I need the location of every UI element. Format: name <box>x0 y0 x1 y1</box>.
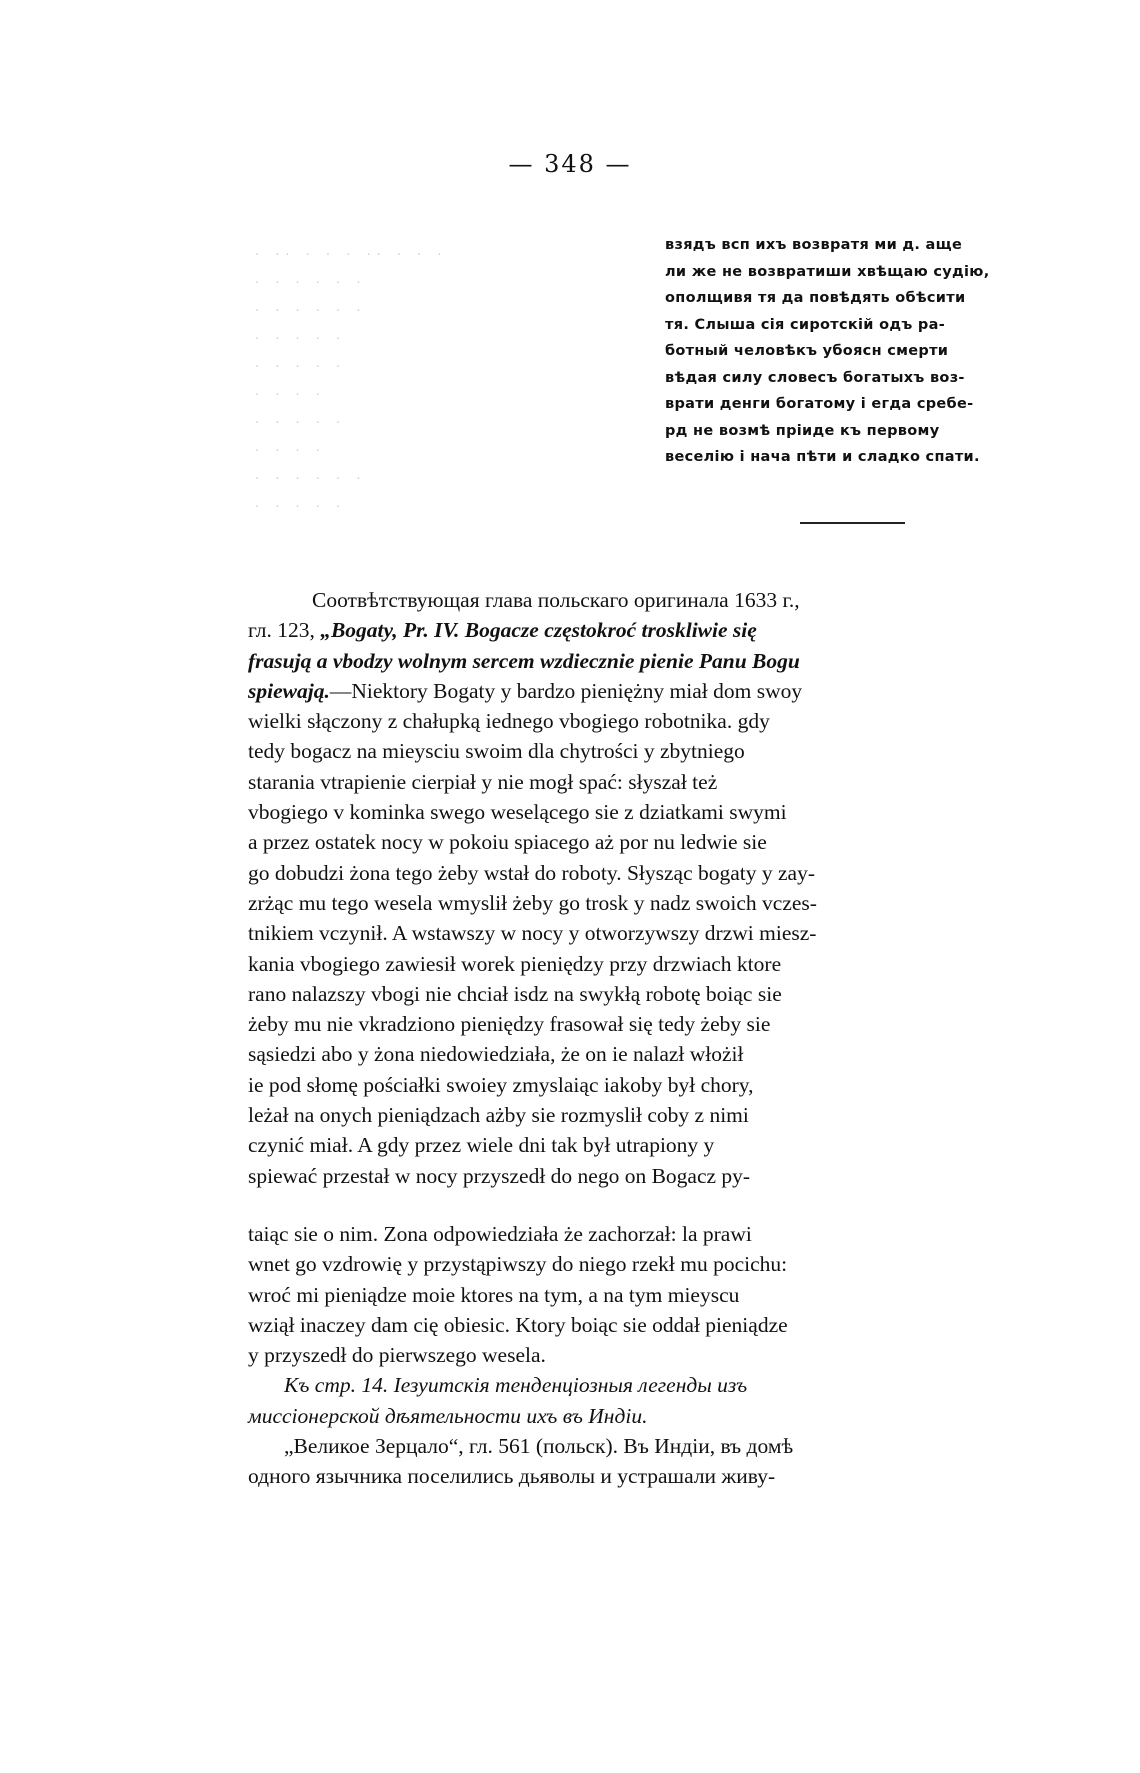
text-line: taiąc sie o nim. Zona odpowiedziała że zachorzał: la prawi <box>248 1221 752 1246</box>
text-line: tedy bogacz na mieysciu swoim dla chytrości y zbytniego <box>248 739 745 764</box>
quote-line: ботный человѣкъ убоясн смерти <box>665 343 949 359</box>
quote-line: рд не возмѣ пріиде къ первому <box>665 422 940 439</box>
quote-line: ли же не возвратиши хвѣщаю судію, <box>665 263 990 280</box>
text-line: czynić miał. A gdy przez wiele dni tak był utrapiony y <box>248 1133 715 1158</box>
text-line: vbogiego v kominka swego weselącego sie z dziatkami swymi <box>248 800 787 825</box>
quote-line: веселію і нача пѣти и сладко спати. <box>665 449 980 465</box>
text-line: гл. 123, „Bogaty, Pr. IV. Bogacze częstokroć troskliwie się <box>248 618 757 643</box>
text-line: wziął inaczey dam cię obiesic. Ktory boiąc sie oddał pieniądze <box>248 1312 788 1337</box>
quote-line: ополщивя тя да повѣдять обѣсити <box>665 290 966 306</box>
section-heading: миссіонерской дѣятельности ихъ въ Индіи. <box>248 1403 648 1428</box>
text-line: a przez ostatek nocy w pokoiu spiacego aż por nu ledwie sie <box>248 830 767 855</box>
text-line: sąsiedzi abo y żona niedowiedziała, że on ie nalazł włożił <box>248 1042 744 1067</box>
page-number: — 348 — <box>508 150 632 178</box>
text-line: kania vbogiego zawiesił worek pieniędzy przy drzwiach ktore <box>248 951 782 976</box>
text-line: rano nalazszy vbogi nie chciał isdz na swykłą robotę boiąc sie <box>248 981 782 1006</box>
text-line: spiewać przestał w nocy przyszedł do nego on Bogacz py- <box>248 1163 751 1188</box>
text-line: wroć mi pieniądze moie ktores na tym, a na tym mieyscu <box>248 1282 740 1307</box>
text-line: ie pod słomę pościałki swoiey zmyslaiąc iakoby był chory, <box>248 1072 754 1097</box>
quote-line: врати денги богатому і егда сребе- <box>665 396 974 412</box>
section-heading: Къ стр. 14. Іезуитскія тенденціозныя легенды изъ <box>284 1373 748 1398</box>
quote-line: вѣдая силу словесъ богатыхъ воз- <box>665 369 965 386</box>
quote-line: тя. Слыша сія сиротскій одъ ра- <box>665 316 946 333</box>
text-line: wnet go vzdrowię y przystąpiwszy do niego rzekł mu pocichu: <box>248 1252 788 1277</box>
main-text-block <box>248 585 1040 1492</box>
text-line: leżał na onych pieniądzach ażby sie rozmyslił coby z nimi <box>248 1103 749 1128</box>
text-line: y przyszedł do pierwszego wesela. <box>248 1343 546 1368</box>
text-line: одного язычника поселились дьяволы и устрашали живу- <box>248 1464 776 1489</box>
text-line: żeby mu nie vkradziono pieniędzy frasował się tedy żeby sie <box>248 1012 771 1037</box>
bleed-through-text: . .. . . . .. . . . . . . . . . . . . . . . . . . . . . . . . . . . . . . . . . . . . . . . . . . . . . . . . . <box>255 244 448 511</box>
text-line: spiewają.—Niektory Bogaty y bardzo pieniężny miał dom swoy <box>248 678 803 703</box>
separator-rule <box>800 522 905 524</box>
text-line: „Великое Зерцало“, гл. 561 (польск). Въ Индіи, въ домѣ <box>284 1434 794 1459</box>
text-line: starania vtrapienie cierpiał y nie mogł spać: słyszał też <box>248 769 718 794</box>
text-line: Соотвѣтствующая глава польскаго оригинала 1633 г., <box>312 588 800 612</box>
text-line: zrżąc mu tego wesela wmyslił żeby go trosk y nadz swoich vczes- <box>248 890 817 915</box>
text-line: tnikiem vczynił. A wstawszy w nocy y otworzywszy drzwi miesz- <box>248 921 817 946</box>
church-slavonic-quote <box>665 232 1030 471</box>
text-line: go dobudzi żona tego żeby wstał do roboty. Słysząc bogaty y zay- <box>248 860 816 885</box>
text-line: frasują a vbodzy wolnym sercem wzdiecznie pienie Panu Bogu <box>248 648 800 673</box>
text-line: wielki słączony z chałupką iednego vbogiego robotnika. gdy <box>248 709 770 734</box>
quote-line: взядъ всп ихъ возвратя ми д. аще <box>665 237 963 253</box>
